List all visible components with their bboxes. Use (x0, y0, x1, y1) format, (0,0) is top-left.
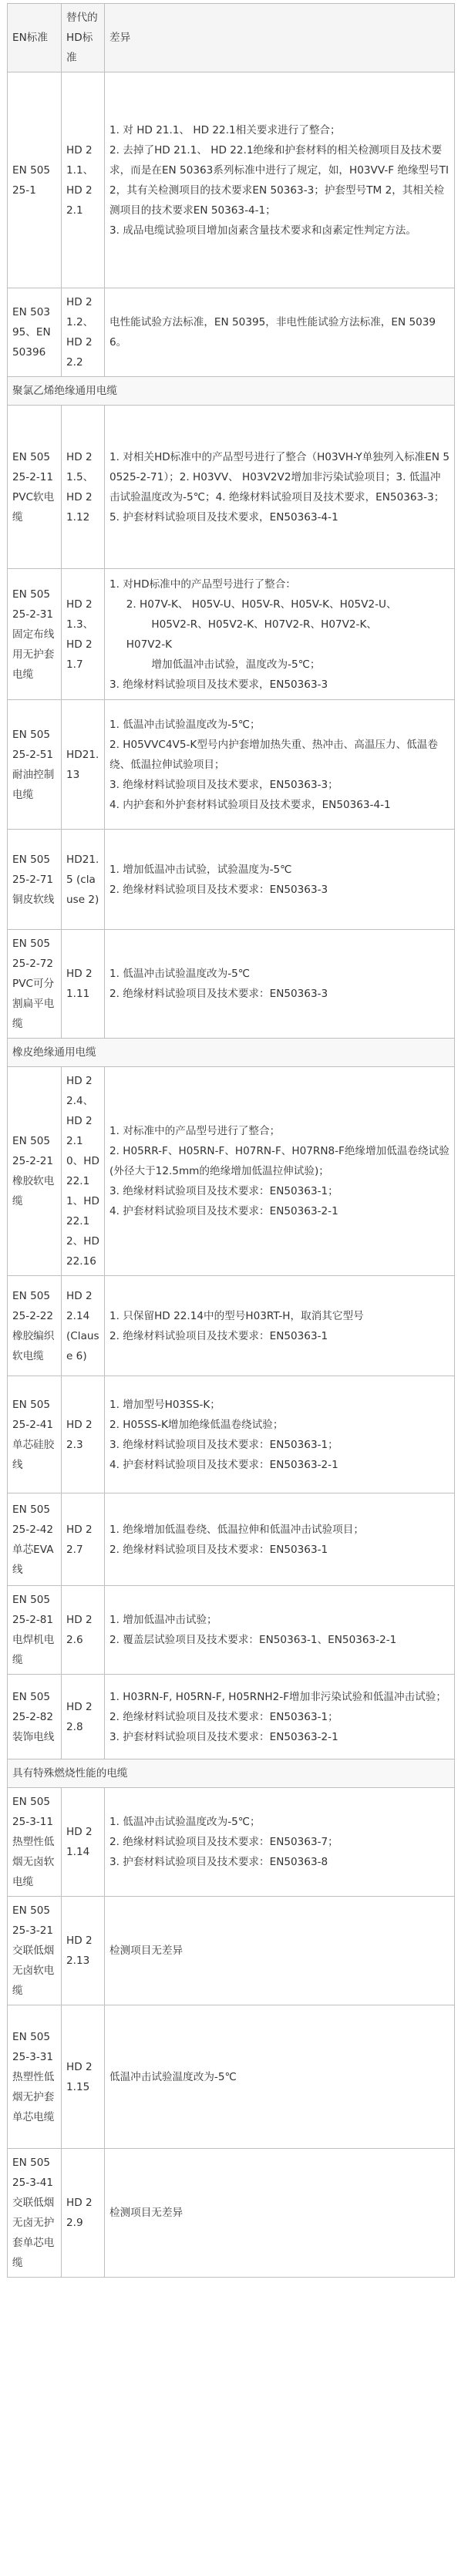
difference-line: 2. 去掉了HD 21.1、 HD 22.1绝缘和护套材料的相关检测项目及技术要求，而是在EN 50363系列标准中进行了规定，如，H03VV-F 绝缘型号TI 2，其有关检测项目的技术要求EN 50363-3；护套型号TM 2，其相关检测项目的技术要求EN 50363-4-1； (109, 143, 449, 217)
hd-standard-cell: HD 22.13 (62, 1897, 105, 2005)
hd-standard-cell: HD 21.11 (62, 930, 105, 1039)
difference-line: 检测项目无差异 (109, 2207, 183, 2219)
en-standard-cell: EN 50525-2-22橡胶编织软电缆 (8, 1276, 62, 1376)
table-row (8, 2005, 455, 2149)
difference-cell (105, 1897, 455, 2005)
en-standard-cell: EN 50525-2-31固定布线用无护套电缆 (8, 569, 62, 700)
difference-line: 1. H03RN-F, H05RN-F, H05RNH2-F增加非污染试验和低温冲击试验； (109, 1690, 446, 1703)
difference-line: 3. 护套材料试验项目及技术要求：EN50363-2-1 (109, 1730, 338, 1743)
table-row (8, 830, 455, 930)
standards-comparison (7, 0, 454, 2278)
en-standard-cell: EN 50525-3-31热塑性低烟无护套单芯电缆 (8, 2005, 62, 2149)
hd-standard-cell: HD 21.14 (62, 1788, 105, 1897)
difference-line: 2. H05SS-K增加绝缘低温卷绕试验； (109, 1418, 284, 1431)
difference-cell (105, 1067, 455, 1276)
difference-line: 2. 绝缘材料试验项目及技术要求：EN50363-1 (109, 1329, 328, 1342)
difference-line: 1. 只保留HD 22.14中的型号H03RT-H，取消其它型号 (109, 1309, 364, 1322)
difference-line: 1. 绝缘增加低温卷绕、低温拉伸和低温冲击试验项目； (109, 1523, 364, 1536)
table-row (8, 406, 455, 569)
difference-line: 增加低温冲击试验，温度改为-5℃； (151, 658, 321, 671)
header-en: EN标准 (8, 4, 62, 72)
difference-cell (105, 700, 455, 830)
en-standard-cell: EN 50525-3-21交联低烟无卤软电缆 (8, 1897, 62, 2005)
table-row (8, 2149, 455, 2278)
en-standard-cell: EN 50525-1 (8, 72, 62, 288)
difference-line: 2. H05VVC4V5-K型号内护套增加热失重、热冲击、高温压力、低温卷绕、低温拉伸试验项目； (109, 738, 438, 771)
en-standard-cell: EN 50525-2-41单芯硅胶线 (8, 1376, 62, 1493)
difference-cell (105, 1276, 455, 1376)
difference-cell (105, 1788, 455, 1897)
hd-standard-cell: HD 22.7 (62, 1493, 105, 1586)
difference-line: 检测项目无差异 (109, 1945, 183, 1957)
table-row (8, 1586, 455, 1675)
table-row (8, 569, 455, 700)
difference-cell (105, 2005, 455, 2149)
difference-line: 1. 低温冲击试验温度改为-5℃； (109, 1816, 261, 1828)
en-standard-cell: EN 50525-2-42单芯EVA线 (8, 1493, 62, 1586)
en-standard-cell: EN 50525-2-11 PVC软电缆 (8, 406, 62, 569)
difference-line: 3. 绝缘材料试验项目及技术要求，EN50363-3； (109, 778, 338, 791)
section-title: 具有特殊燃烧性能的电缆 (8, 1759, 455, 1788)
section-header-row (8, 1759, 455, 1788)
difference-line: 电性能试验方法标准，EN 50395，非电性能试验方法标准，EN 50396。 (109, 316, 436, 349)
table-row (8, 1493, 455, 1586)
en-standard-cell: EN 50525-3-41交联低烟无卤无护套单芯电缆 (8, 2149, 62, 2278)
en-standard-cell: EN 50525-2-71 铜皮软线 (8, 830, 62, 930)
section-header-row (8, 377, 455, 406)
difference-cell (105, 72, 455, 288)
table-row (8, 930, 455, 1039)
en-standard-cell: EN 50525-2-82装饰电线 (8, 1675, 62, 1759)
difference-cell (105, 830, 455, 930)
hd-standard-cell: HD 22.3 (62, 1376, 105, 1493)
en-standard-cell: EN 50525-2-72 PVC可分割扁平电缆 (8, 930, 62, 1039)
difference-line: 3. 成品电缆试验项目增加卤素含量技术要求和卤素定性判定方法。 (109, 224, 416, 237)
difference-line: 3. 绝缘材料试验项目及技术要求，EN50363-3 (109, 678, 328, 691)
difference-cell (105, 569, 455, 700)
difference-line: 2. 绝缘材料试验项目及技术要求：EN50363-1 (109, 1543, 328, 1556)
section-title: 橡皮绝缘通用电缆 (8, 1039, 455, 1067)
hd-standard-cell: HD 21.3、HD 21.7 (62, 569, 105, 700)
header-hd: 替代的HD标准 (62, 4, 105, 72)
difference-line: 1. 对标准中的产品型号进行了整合； (109, 1125, 281, 1137)
table-row (8, 288, 455, 377)
header-row (8, 4, 455, 72)
difference-cell (105, 1493, 455, 1586)
difference-cell (105, 1376, 455, 1493)
difference-cell (105, 288, 455, 377)
table-row (8, 1376, 455, 1493)
table-row (8, 1788, 455, 1897)
hd-standard-cell: HD21.5 (clause 2) (62, 830, 105, 930)
difference-line: 4. 内护套和外护套材料试验项目及技术要求，EN50363-4-1 (109, 798, 391, 811)
table-row (8, 700, 455, 830)
difference-line: 低温冲击试验温度改为-5℃ (109, 2070, 237, 2083)
table-row (8, 1067, 455, 1276)
difference-line: 1. 增加低温冲击试验，试验温度为-5℃ (109, 863, 292, 876)
difference-cell (105, 1675, 455, 1759)
en-standard-cell: EN 50525-2-21橡胶软电缆 (8, 1067, 62, 1276)
hd-standard-cell: HD 22.9 (62, 2149, 105, 2278)
difference-line: 1. 对相关HD标准中的产品型号进行了整合（H03VH-Y单独列入标准EN 50525-2-71）；2. H03VV、 H03V2V2增加非污染试验项目；3. 低温冲击试验温度改为-5℃；4. 绝缘材料试验项目及技术要求，EN50363-3；5. 护套材料试验项目及技术要求，EN50363-4-1 (109, 450, 449, 524)
en-standard-cell: EN 50525-2-51耐油控制电缆 (8, 700, 62, 830)
difference-line: 2. H05RR-F、H05RN-F、H07RN-F、H07RN8-F绝缘增加低温卷绕试验(外径大于12.5mm的绝缘增加低温拉伸试验)； (109, 1145, 449, 1177)
hd-standard-cell: HD 21.5、HD 21.12 (62, 406, 105, 569)
en-standard-cell: EN 50525-3-11热塑性低烟无卤软电缆 (8, 1788, 62, 1897)
difference-line: 1. 低温冲击试验温度改为-5℃ (109, 968, 251, 980)
hd-standard-cell: HD 22.8 (62, 1675, 105, 1759)
difference-line: 1. 低温冲击试验温度改为-5℃； (109, 718, 261, 731)
hd-standard-cell: HD 21.2、HD 22.2 (62, 288, 105, 377)
difference-cell (105, 930, 455, 1039)
difference-line: 1. 增加型号H03SS-K； (109, 1398, 221, 1411)
table-row (8, 1897, 455, 2005)
difference-line: 2. 绝缘材料试验项目及技术要求：EN50363-3 (109, 883, 328, 896)
difference-line: 3. 绝缘材料试验项目及技术要求：EN50363-1； (109, 1185, 338, 1197)
difference-line: 1. 对HD标准中的产品型号进行了整合： (109, 577, 296, 591)
hd-standard-cell: HD21.13 (62, 700, 105, 830)
section-title: 聚氯乙烯绝缘通用电缆 (8, 377, 455, 406)
hd-standard-cell: HD 21.1、HD 22.1 (62, 72, 105, 288)
hd-standard-cell: HD 21.15 (62, 2005, 105, 2149)
en-standard-cell: EN 50395、EN 50396 (8, 288, 62, 377)
difference-line: 3. 护套材料试验项目及技术要求：EN50363-8 (109, 1856, 328, 1868)
difference-line: 4. 护套材料试验项目及技术要求：EN50363-2-1 (109, 1205, 338, 1217)
header-diff: 差异 (105, 4, 455, 72)
difference-cell (105, 1586, 455, 1675)
difference-line: 1. 增加低温冲击试验； (109, 1614, 217, 1626)
difference-line: 2. H07V-K、 H05V-U、H05V-R、H05V-K、H05V2-U、 (126, 598, 397, 611)
difference-line: H05V2-R、H05V2-K、H07V2-R、H07V2-K、 (151, 618, 377, 631)
hd-standard-cell: HD 22.6 (62, 1586, 105, 1675)
table-row (8, 1675, 455, 1759)
difference-line: 1. 对 HD 21.1、 HD 22.1相关要求进行了整合； (109, 123, 341, 136)
table-body (8, 72, 455, 2278)
difference-line: 2. 绝缘材料试验项目及技术要求：EN50363-1； (109, 1710, 338, 1723)
difference-line: 2. 绝缘材料试验项目及技术要求：EN50363-7； (109, 1836, 338, 1848)
hd-standard-cell: HD 22.14 (Clause 6) (62, 1276, 105, 1376)
table-row (8, 1276, 455, 1376)
difference-line: 3. 绝缘材料试验项目及技术要求：EN50363-1； (109, 1438, 338, 1451)
hd-standard-cell: HD 22.4、HD 22.10、HD 22.11、HD 22.12、HD 22.16 (62, 1067, 105, 1276)
difference-line: 2. 绝缘材料试验项目及技术要求：EN50363-3 (109, 988, 328, 1000)
difference-line: H07V2-K (126, 638, 173, 651)
difference-line: 2. 覆盖层试验项目及技术要求：EN50363-1、EN50363-2-1 (109, 1634, 397, 1646)
section-header-row (8, 1039, 455, 1067)
difference-line: 4. 护套材料试验项目及技术要求：EN50363-2-1 (109, 1458, 338, 1471)
en-standard-cell: EN 50525-2-81电焊机电缆 (8, 1586, 62, 1675)
difference-cell (105, 406, 455, 569)
difference-cell (105, 2149, 455, 2278)
comparison-table (7, 3, 455, 2278)
table-row (8, 72, 455, 288)
